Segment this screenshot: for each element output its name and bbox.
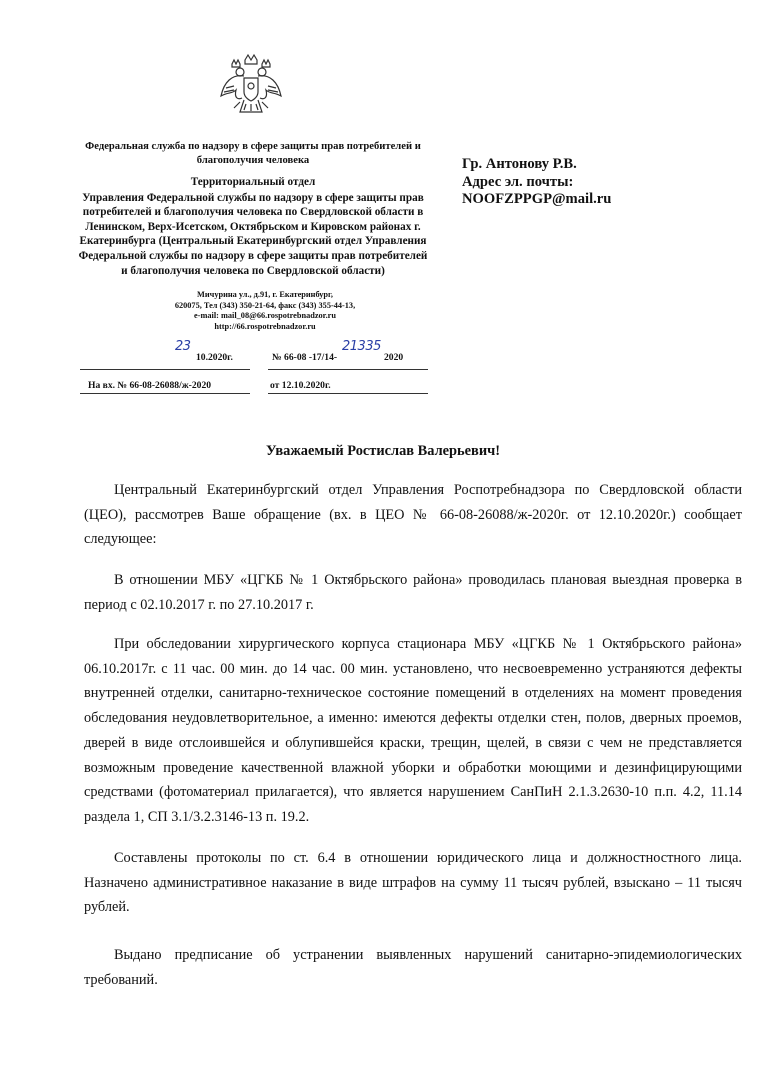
paragraph-4: Составлены протоколы по ст. 6.4 в отношении юридического лица и должностностного лица. Назначено административное наказание в виде штрафов на сумму 11 тысяч рублей, взыскано – 11 тысяч рублей. (84, 850, 742, 916)
number-handwritten: 21335 (342, 339, 381, 354)
paragraph-2: В отношении МБУ «ЦГКБ № 1 Октябрьского района» проводилась плановая выездная проверка в период с 02.10.2017 г. по 27.10.2017 г. (84, 572, 742, 613)
incoming-underline (80, 393, 250, 394)
address-text: Мичурина ул., д.91, г. Екатеринбург, (197, 290, 333, 299)
number-underline (268, 369, 428, 370)
number-suffix: 2020 (384, 352, 404, 363)
date-underline (80, 369, 250, 370)
website-text: http://66.rospotrebnadzor.ru (214, 321, 316, 331)
department-title: Территориальный отдел (190, 176, 316, 188)
incoming-date-underline (268, 393, 428, 394)
recipient-name: Гр. Антонову Р.В. (462, 156, 577, 172)
coat-of-arms-emblem (218, 52, 284, 120)
phone-text: 620075, Тел (343) 350-21-64, факс (343) 355-44-13, (174, 300, 356, 310)
email-text: e-mail: mail_08@66.rospotrebnadzor.ru (194, 311, 336, 321)
contact-block (150, 290, 380, 332)
date-printed: 10.2020г. (196, 352, 233, 363)
paragraph-3: При обследовании хирургического корпуса стационара МБУ «ЦГКБ № 1 Октябрьского района» 06.10.2017г. с 11 час. 00 мин. до 14 час. 00 мин. установлено, что несвоевременно устраняются дефекты внутренней отделки, санитарно-техническое состояние помещений в отделениях на момент проведения обследования неудовлетворительное, а именно: имеются дефекты отделки стен, полов, дверных проемов, дверей в виде отслоившейся и облупившейся краски, трещин, щелей, в связи с чем не представляется возможным проведение качественной влажной уборки и обработки моющими и дезинфицирующими средствами (фотоматериал прилагается), что является нарушением СанПиН 2.1.3.2630-10 п.п. 4.2, 11.14 раздела 1, СП 3.1/3.2.3146-13 п. 19.2. (84, 636, 742, 825)
date-handwritten: 23 (175, 339, 191, 354)
recipient-email: NOOFZPPGP@mail.ru (462, 191, 612, 207)
recipient-block (462, 156, 692, 209)
incoming-ref: На вх. № 66-08-26088/ж-2020 (88, 380, 212, 391)
agency-name: Федеральная служба по надзору в сфере защиты прав потребителей и благополучия человека (85, 141, 421, 166)
paragraph-1: Центральный Екатеринбургский отдел Управления Роспотребнадзора по Свердловской области (ЦЕО), рассмотрев Ваше обращение (вх. в ЦЕО № 66-08-26088/ж-2020г. от 12.10.2020г.) сообщает следующее: (84, 482, 742, 548)
number-prefix: № 66-08 -17/14- (272, 352, 338, 363)
recipient-email-label: Адрес эл. почты: (462, 173, 574, 190)
department-block (78, 175, 428, 278)
paragraph-5: Выдано предписание об устранении выявленных нарушений санитарно-эпидемиологических требований. (84, 947, 742, 988)
salutation: Уважаемый Ростислав Валерьевич! (265, 443, 501, 459)
department-body: Управления Федеральной службы по надзору в сфере защиты прав потребителей и благополучия человека по Свердловской области в Ленинском, Верх-Исетском, Октябрьском и Кировском районах г. Екатеринбурга (Центральный Екатеринбургский отдел Управления Федеральной службы по надзору в сфере защиты прав потребителей и благополучия человека по Свердловской области) (78, 191, 428, 277)
incoming-date: от 12.10.2020г. (270, 380, 331, 391)
